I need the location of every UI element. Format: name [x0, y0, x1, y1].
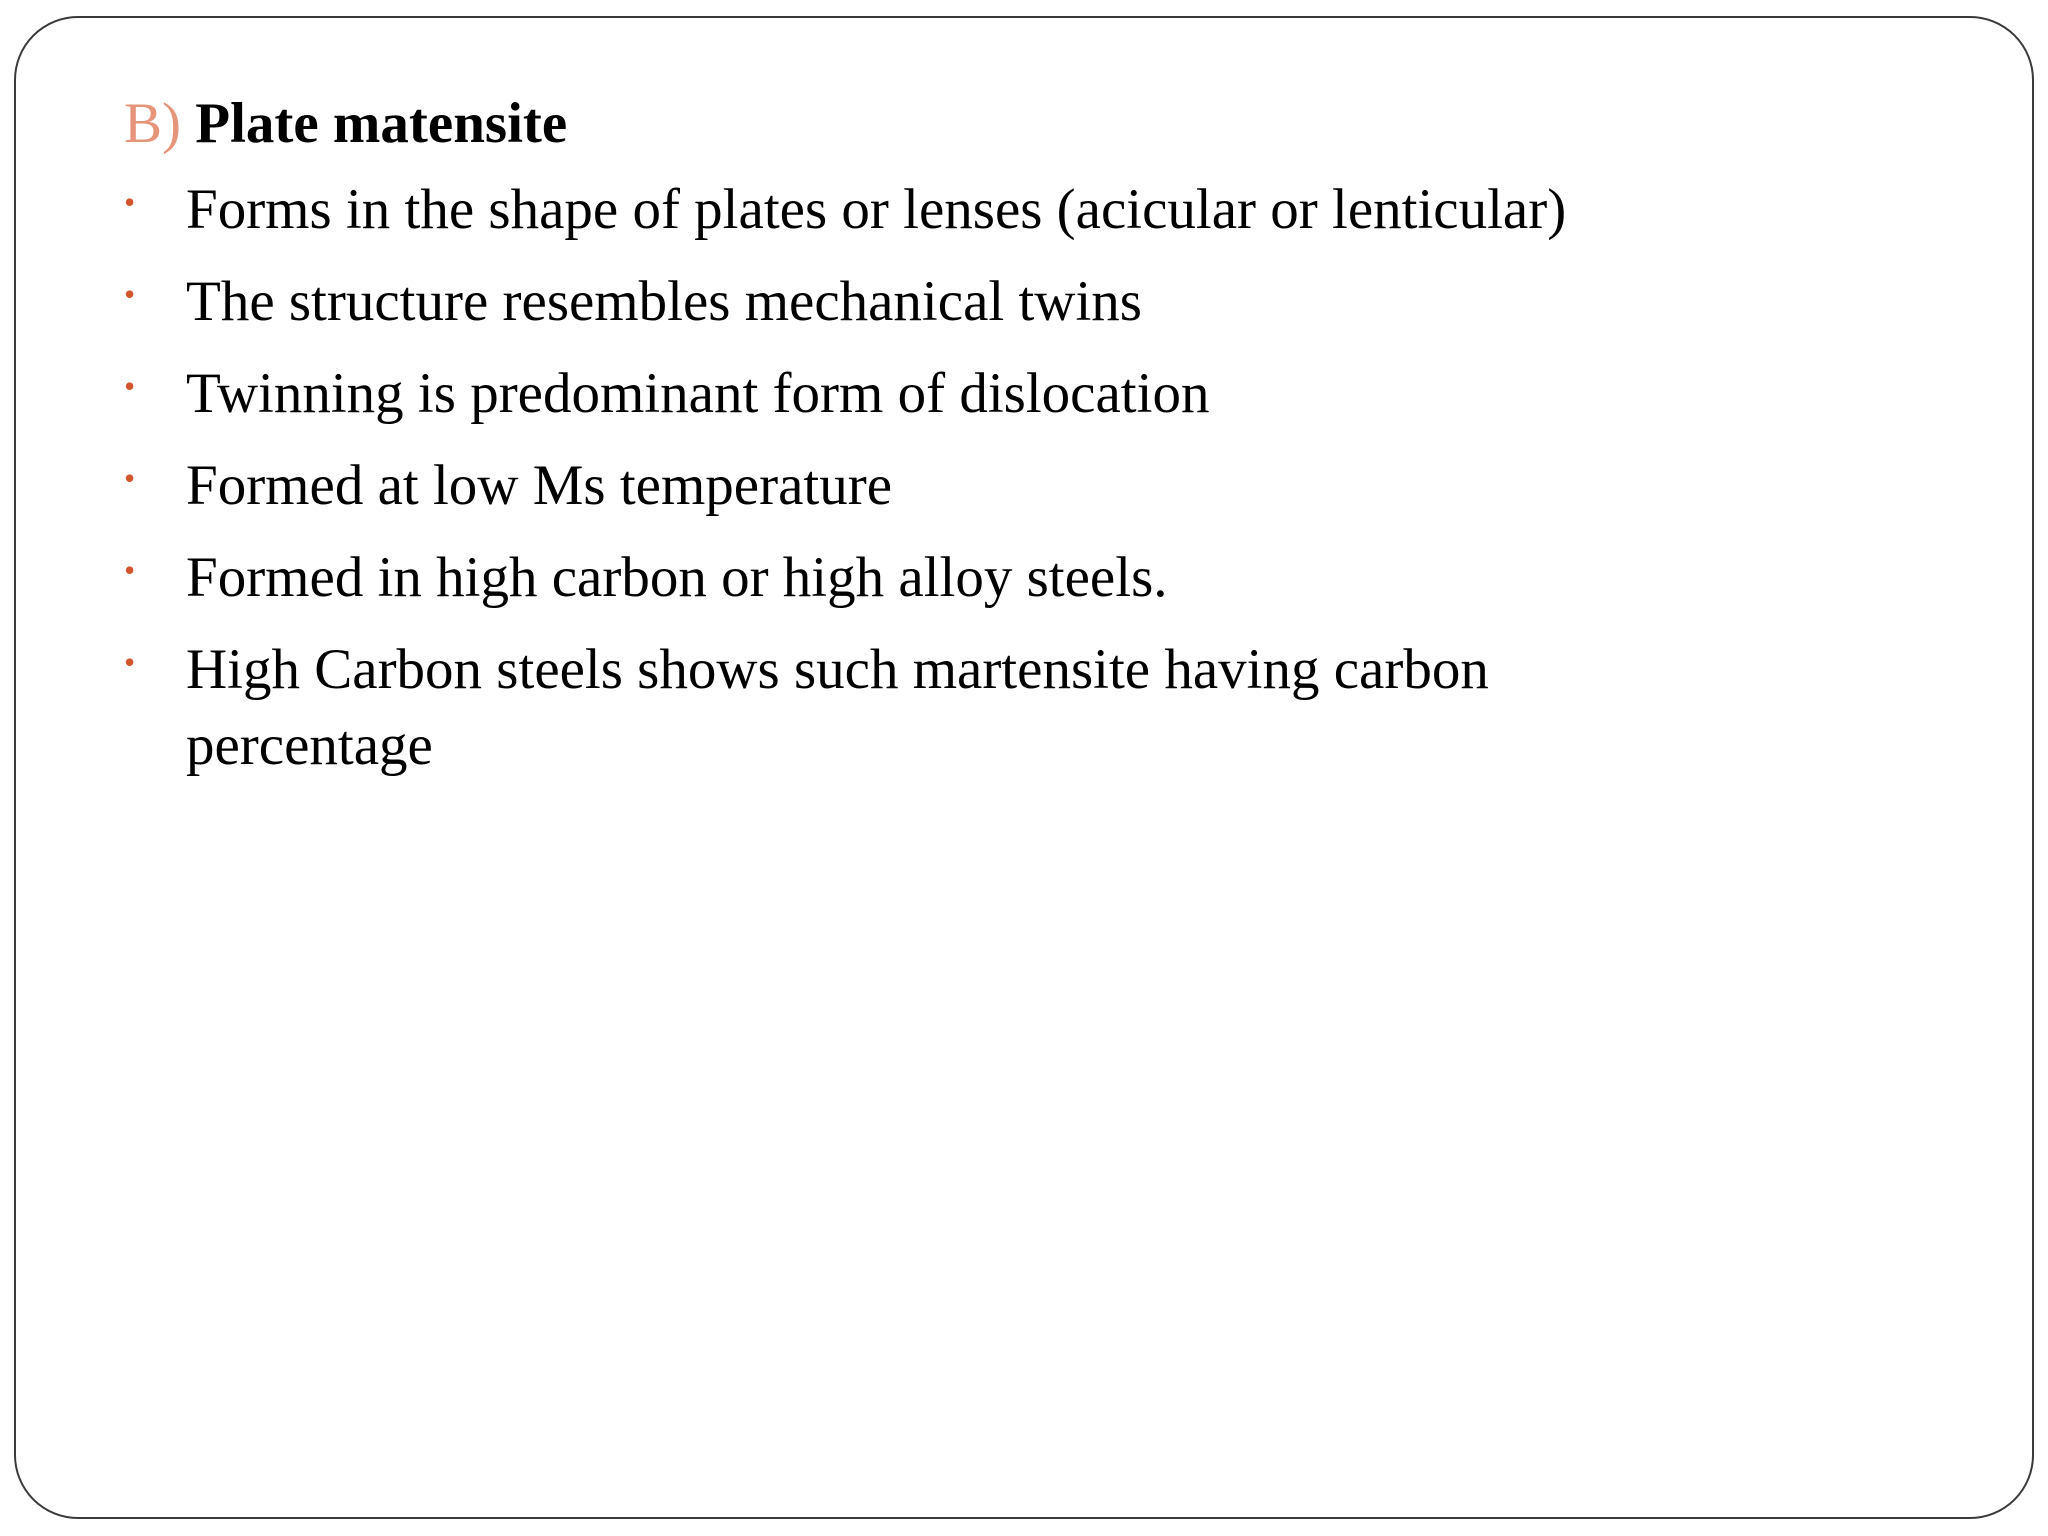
bullet-dot-icon: •	[124, 460, 136, 497]
bullet-dot-icon: •	[124, 552, 136, 589]
bullet-item	[124, 632, 1924, 784]
bullet-dot-icon: •	[124, 644, 136, 681]
slide-heading	[124, 90, 1924, 158]
bullet-item	[124, 448, 1924, 524]
bullet-item	[124, 172, 1924, 248]
bullet-dot-icon: •	[124, 184, 136, 221]
bullet-dot-icon: •	[124, 368, 136, 405]
bullet-text: Forms in the shape of plates or lenses (acicular or lenticular)	[186, 178, 1567, 242]
bullet-dot-icon: •	[124, 276, 136, 313]
bullet-text: High Carbon steels shows such martensite having carbon percentage	[186, 638, 1489, 778]
bullet-text: The structure resembles mechanical twins	[186, 270, 1142, 334]
bullet-text: Formed at low Ms temperature	[186, 454, 892, 518]
heading-title: Plate matensite	[195, 92, 568, 155]
bullet-item	[124, 540, 1924, 616]
slide-content	[124, 90, 1924, 800]
bullet-item	[124, 356, 1924, 432]
bullet-text: Formed in high carbon or high alloy steels.	[186, 546, 1168, 610]
bullet-text: Twinning is predominant form of dislocation	[186, 362, 1210, 426]
slide-frame	[14, 16, 2034, 1519]
bullet-item	[124, 264, 1924, 340]
bullet-list	[124, 172, 1924, 784]
heading-prefix: B)	[124, 92, 181, 155]
